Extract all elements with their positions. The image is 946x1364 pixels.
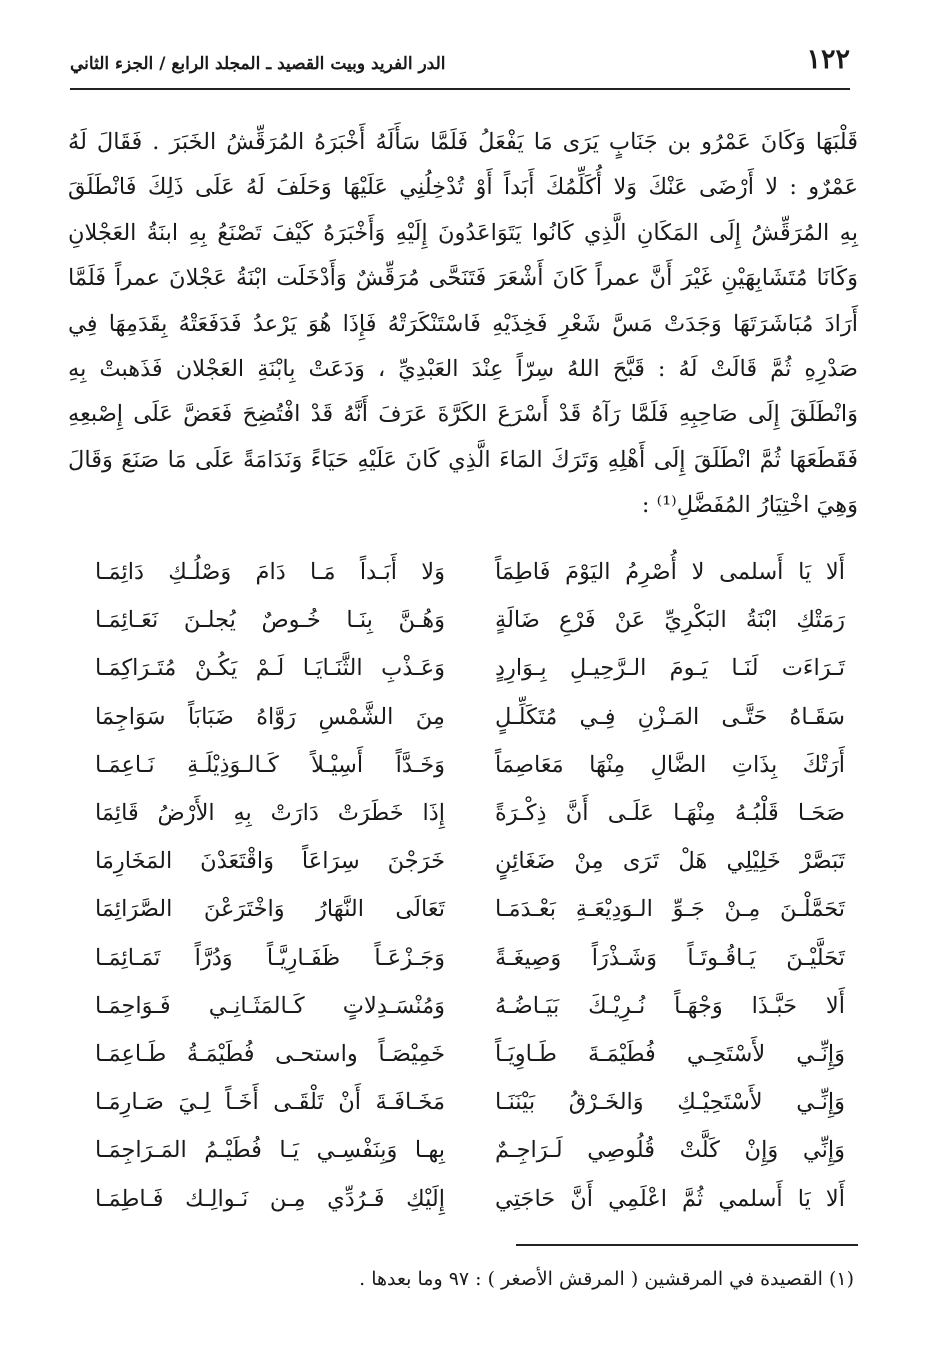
running-title: الدر الفريد وبيت القصيد ـ المجلد الرابع / الجزء الثاني xyxy=(70,54,446,74)
second-hemistich: وَعَـذْبِ الثَّنَـايَـا لَـمْ يَكُـنْ مُتَـرَاكِمَـا xyxy=(95,655,445,682)
prose-line: وَانْطَلَقَ إِلَى صَاحِبِهِ فَلَمَّا رَآهُ قَدْ أَسْرَعَ الكَرَّةَ عَرَفَ أَنَّهُ قَدْ افْتُضِحَ فَعَضَّ عَلَى إِصْبعِهِ xyxy=(68,401,858,428)
first-hemistich: تَـرَاءَت لَنَـا يَـومَ الـرَّحِيـلِ بِـوَارِدٍ xyxy=(495,655,845,682)
poem-verse xyxy=(95,1030,845,1078)
first-hemistich: تَحَمَّلْـنَ مِـنْ جَـوِّ الـوَدِيْعَـةِ بَعْـدَمَـا xyxy=(495,896,845,923)
second-hemistich: بِهـا وَبِنَفْسِـي يَـا فُطَيْـمُ المَـرَاجِمَـا xyxy=(95,1137,445,1164)
poem-verse xyxy=(95,837,845,885)
first-hemistich: أَلا حَبَّـذَا وَجْهَـاً نُـرِيْـكَ بَيَـاضُـهُ xyxy=(495,992,845,1019)
first-hemistich: تَحَلَّيْـنَ يَـاقُـوتَـاً وَشَـذْرَاً وَصِيغَـةً xyxy=(495,944,845,971)
poem-verse xyxy=(95,596,845,644)
prose-line: قَلْبَهَا وَكَانَ عَمْرُو بن جَنَابٍ يَرَى مَا يَفْعَلُ فَلَمَّا سَأَلَهُ أَخْبَرَهُ المُرَقِّشُ الخَبَرَ . فَقَالَ لَهُ xyxy=(68,129,858,155)
poem-verse xyxy=(95,1174,845,1222)
second-hemistich: وَمُنْسَـدِلاتٍ كَـالمَثَـانِـي فَـوَاحِمَـا xyxy=(95,992,445,1019)
page-number: ١٢٢ xyxy=(806,44,850,75)
poem-verse xyxy=(95,548,845,596)
poem-verse xyxy=(95,644,845,692)
poem-verse xyxy=(95,885,845,933)
poem-verse xyxy=(95,693,845,741)
second-hemistich: مِنَ الشَّمْسِ رَوَّاهُ ضَبَابَاً سَوَاجِمَا xyxy=(95,703,445,730)
first-hemistich: أَرَتْكَ بِذَاتِ الضَّالِ مِنْهَا مَعَاصِمَاً xyxy=(495,751,845,778)
second-hemistich: خَرَجْنَ سِرَاعَاً وَاقْتَعَدْنَ المَخَارِمَا xyxy=(95,848,445,875)
first-hemistich: وَإِنِّي وَإِنْ كَلَّتْ قُلُوصِي لَـرَاجِـمٌ xyxy=(495,1137,845,1164)
poem-verse xyxy=(95,1126,845,1174)
prose-paragraph xyxy=(68,120,858,529)
prose-line: وَهِيَ اخْتِيَارُ المُفَضَّلِ⁽¹⁾ : xyxy=(641,492,858,519)
first-hemistich: أَلا يَا أَسلمى لا أُصْرِمُ اليَوْمَ فَاطِمَاً xyxy=(495,559,845,586)
prose-line: بِهِ المُرَقِّشُ إِلَى المَكَانِ الَّذِي كَانُوا يَتَوَاعَدُونَ إِلَيْهِ وَأَخْبَرَهُ كَيْفَ تَصْنَعُ بِهِ ابنَةُ العَجْلانِ xyxy=(68,219,858,246)
poem-verse xyxy=(95,1078,845,1126)
first-hemistich: رَمَتْكِ ابْنَةُ البَكْرِيِّ عَنْ فَرْعِ ضَالَةٍ xyxy=(495,607,845,634)
second-hemistich: وَهُـنَّ بِنَـا خُـوصٌ يُجلـنَ نَعَـائِمَـا xyxy=(95,607,445,634)
first-hemistich: صَحَـا قَلْبُـهُ مِنْهَـا عَلَـى أَنَّ ذِكْـرَةً xyxy=(495,800,845,827)
prose-line: وَكَانَا مُتَشَابِهَيْنِ غَيْرَ أَنَّ عمراً كَانَ أَشْعَرَ فَتَنَحَّى مُرَقِّشٌ وَأَدْخَلَت ابْنَةُ عَجْلانَ عمراً فَلَمَّا xyxy=(68,265,858,292)
prose-line: أَرَادَ مُبَاشَرَتَهَا وَجَدَتْ مَسَّ شَعْرِ فَخِذَيْهِ فَاسْتَنْكَرَتْهُ فَإِذَا هُوَ يَرْعدُ فَدَفَعَتْهُ بِقَدَمِهَا فِي xyxy=(68,310,858,337)
second-hemistich: مَخَـافَـةَ أَنْ تَلْقَـى أَخَـاً لِـيَ صَـارِمَـا xyxy=(95,1089,445,1116)
poem xyxy=(95,548,845,1223)
poem-verse xyxy=(95,741,845,789)
second-hemistich: إِذَا خَطَرَتْ دَارَتْ بِهِ الأَرْضُ قَائِمَا xyxy=(95,800,445,827)
second-hemistich: إِلَيْكِ فَـرُدِّي مِـن نَـوالِـك فَـاطِمَـا xyxy=(95,1185,445,1212)
footnote-divider xyxy=(516,1244,858,1246)
second-hemistich: خَمِيْصَـاً واستحـى فُطَيْمَـةُ طَـاعِمَـا xyxy=(95,1040,445,1067)
poem-verse xyxy=(95,934,845,982)
first-hemistich: أَلا يَا أَسلمي ثُمَّ اعْلَمِي أَنَّ حَاجَتِي xyxy=(495,1185,845,1212)
first-hemistich: تَبَصَّرْ خَلِيْلِي هَلْ تَرَى مِنْ ضَغَائِنٍ xyxy=(495,848,845,875)
second-hemistich: وَلا أَبَـداً مَـا دَامَ وَصْلُـكِ دَائِمَـا xyxy=(95,559,445,586)
prose-line: فَقَطَعَهَا ثُمَّ انْطَلَقَ إِلَى أَهْلِهِ وَتَرَكَ المَاءَ الَّذِي كَانَ عَلَيْهِ حَيَاءً وَنَدَامَةً عَلَى مَا صَنَعَ وَقَالَ xyxy=(68,446,858,473)
first-hemistich: سَقَـاهُ حَتَّـى المَـزْنِ فِـي مُتَكَلِّـلٍ xyxy=(495,703,845,730)
poem-verse xyxy=(95,789,845,837)
page-header xyxy=(70,40,850,90)
second-hemistich: وَخَـدَّاً أَسِيْـلاً كَـالـوَذِيْلَـةِ نَـاعِمَـا xyxy=(95,751,445,778)
prose-line: صَدْرِهِ ثُمَّ قَالَتْ لَهُ : قَبَّحَ اللهُ سِرّاً عِنْدَ العَبْدِيِّ ، وَدَعَتْ بِابْنَةِ العَجْلان فَذَهبتْ بِهِ xyxy=(68,356,858,383)
second-hemistich: تَعَالَى النَّهَارُ وَاخْتَرَعْنَ الصَّرَائِمَا xyxy=(95,896,445,923)
poem-verse xyxy=(95,982,845,1030)
first-hemistich: وَإِنِّـي لأَسْتَحِـي فُطَيْمَـةَ طَـاوِيَـاً xyxy=(495,1040,845,1067)
footnote: (١) القصيدة في المرقشين ( المرقش الأصغر ) : ٩٧ وما بعدها . xyxy=(359,1268,854,1290)
first-hemistich: وَإِنِّـي لأَسْتَحِيْـكِ وَالخَـرْقُ بَيْنَنَـا xyxy=(495,1089,845,1116)
prose-line: عَمْرٌو : لا أَرْضَى عَنْكَ وَلا أُكَلِّمُكَ أَبَداً أَوْ تُدْخِلُنِي عَلَيْهَا وَحَلَفَ لَهُ عَلَى ذَلِكَ فَانْطَلَقَ xyxy=(68,174,858,201)
second-hemistich: وَجَـزْعَـاً ظَفَـارِيَّـاً وَدُرَّاً تَمَـائِمَـا xyxy=(95,944,445,971)
